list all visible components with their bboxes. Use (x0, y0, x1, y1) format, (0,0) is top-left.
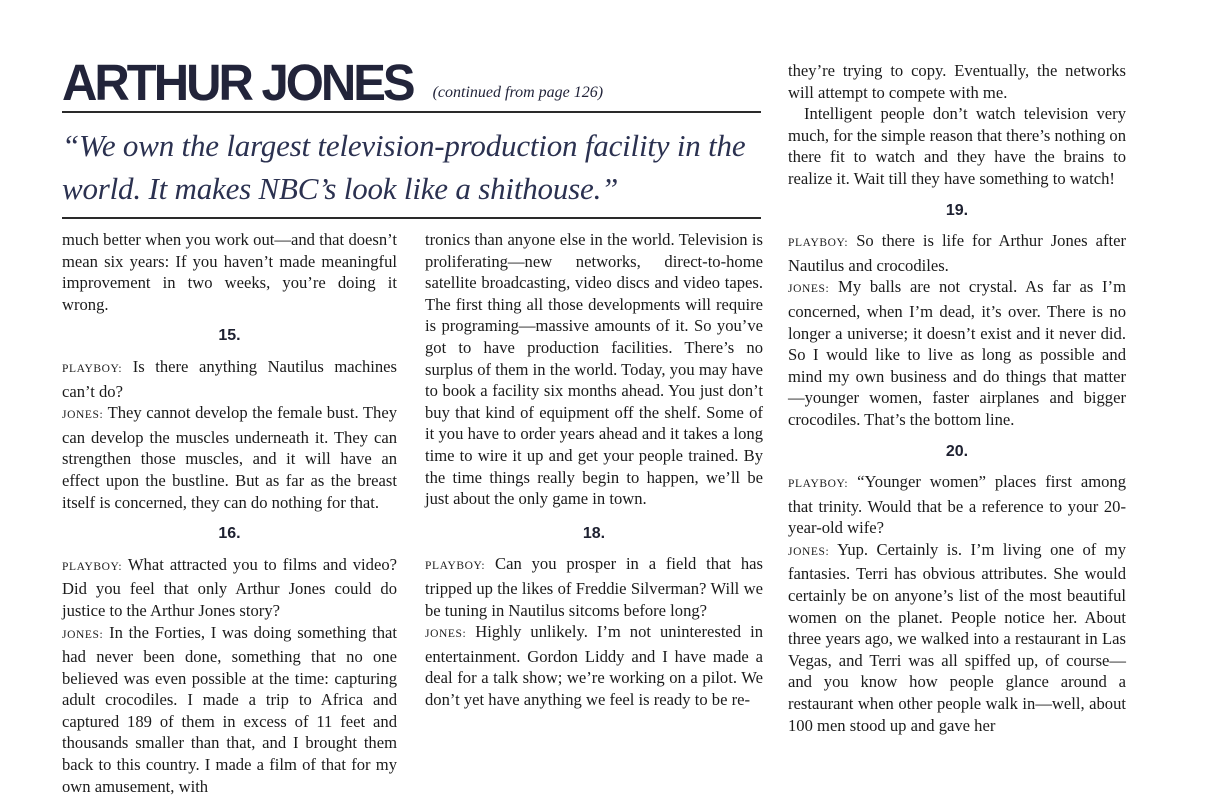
section-number: 15. (218, 327, 241, 345)
section-number: 19. (945, 201, 969, 219)
speaker-label: JONES: (62, 628, 104, 641)
paragraph: they’re trying to copy. Eventually, the networks will attempt to compete with me. (788, 61, 1126, 102)
answer-text: In the Forties, I was doing something that had never been done, something that no one believed was even possible at the time: capturing adult crocodiles. I made a trip to Africa and captured 189 of them in excess of 11 feet and thousands smaller than that, and I brought them back to this country. I made a film of that for my own amusement, with (62, 622, 397, 796)
paragraph: much better when you work out—and that doesn’t mean six years: If you haven’t made meaningful improvement in two weeks, you’re doing it wrong. (62, 230, 397, 314)
column-2 (425, 229, 763, 710)
question-text: What attracted you to films and video? Did you feel that only Arthur Jones could do justice to the Arthur Jones story? (62, 554, 397, 620)
answer (62, 402, 397, 513)
answer (788, 276, 1126, 430)
section-number: 18. (582, 524, 606, 542)
question (788, 230, 1126, 276)
article-title: ARTHUR JONES (62, 54, 413, 112)
pull-quote: “We own the largest television-production facility in the world. It makes NBC’s look like a shithouse.” (62, 128, 746, 206)
section-number: 16. (218, 525, 241, 543)
bottom-rule (62, 217, 761, 219)
section-number: 20. (945, 442, 969, 460)
answer (62, 622, 397, 798)
answer-text: Highly unlikely. I’m not uninterested in entertainment. Gordon Liddy and I have made a deal for a talk show; we’re working on a pilot. We don’t yet have anything we feel is ready to be re- (425, 622, 763, 709)
question (62, 356, 397, 402)
top-rule (62, 111, 761, 113)
question-text: Is there anything Nautilus machines can’t do? (62, 356, 397, 401)
answer-text: My balls are not crystal. As far as I’m concerned, when I’m dead, it’s over. There is no longer a universe; it doesn’t exist and it never did. So I would like to live as long as possible and mind my own business and do things that matter—younger women, faster airplanes and bigger crocodiles. That’s the bottom line. (788, 277, 1126, 429)
question (425, 553, 763, 621)
speaker-label: JONES: (425, 628, 467, 641)
answer-text: Yup. Certainly is. I’m living one of my fantasies. Terri has obvious attributes. She would certainly be on anyone’s list of the most beautiful women on the planet. People notice her. About three years ago, we walked into a restaurant in Las Vegas, and Terri was all spiffed up, of course—and you know how people glance around a restaurant when other people walk in—well, about 100 men stood up and gave her (788, 539, 1126, 735)
question-text: So there is life for Arthur Jones after Nautilus and crocodiles. (788, 231, 1126, 275)
speaker-label: PLAYBOY: (425, 560, 486, 573)
continued-note: (continued from page 126) (432, 84, 604, 101)
speaker-label: JONES: (788, 545, 830, 558)
answer (425, 621, 763, 710)
speaker-label: PLAYBOY: (788, 478, 849, 491)
question (788, 471, 1126, 539)
speaker-label: PLAYBOY: (62, 362, 123, 375)
answer (788, 539, 1126, 736)
speaker-label: PLAYBOY: (788, 237, 849, 250)
speaker-label: JONES: (62, 409, 104, 422)
column-1 (62, 229, 397, 797)
speaker-label: PLAYBOY: (62, 560, 123, 573)
paragraph: Intelligent people don’t watch television very much, for the simple reason that there’s nothing on there fit to watch and they have the brains to realize it. Wait till they have something to watch! (788, 104, 1126, 188)
speaker-label: JONES: (788, 283, 830, 296)
article-header (62, 54, 762, 112)
question-text: Can you prosper in a field that has tripped up the likes of Freddie Silverman? Will we be tuning in Nautilus sitcoms before long? (425, 554, 763, 620)
paragraph: tronics than anyone else in the world. Television is proliferating—new networks, direct-to-home satellite broadcasting, video discs and video tapes. The first thing all those developments will require is programing—massive amounts of it. So you’ve got to have production facilities. There’s no surplus of them in the world. Today, you may have to book a facility six months ahead. You just don’t buy that kind of equipment off the shelf. Some of it you have to order years ahead and it takes a long time to wire it up and get your people trained. By the time things really begin to happen, we’ll be just about the only game in town. (425, 230, 763, 509)
question (62, 554, 397, 622)
question-text: “Younger women” places first among that trinity. Would that be a reference to your 20-year-old wife? (788, 472, 1126, 538)
column-3 (788, 60, 1126, 736)
answer-text: They cannot develop the female bust. They can develop the muscles underneath it. They can strengthen those muscles, and it will have an effect upon the bustline. But as far as the breast itself is concerned, they can do nothing for that. (62, 403, 397, 512)
